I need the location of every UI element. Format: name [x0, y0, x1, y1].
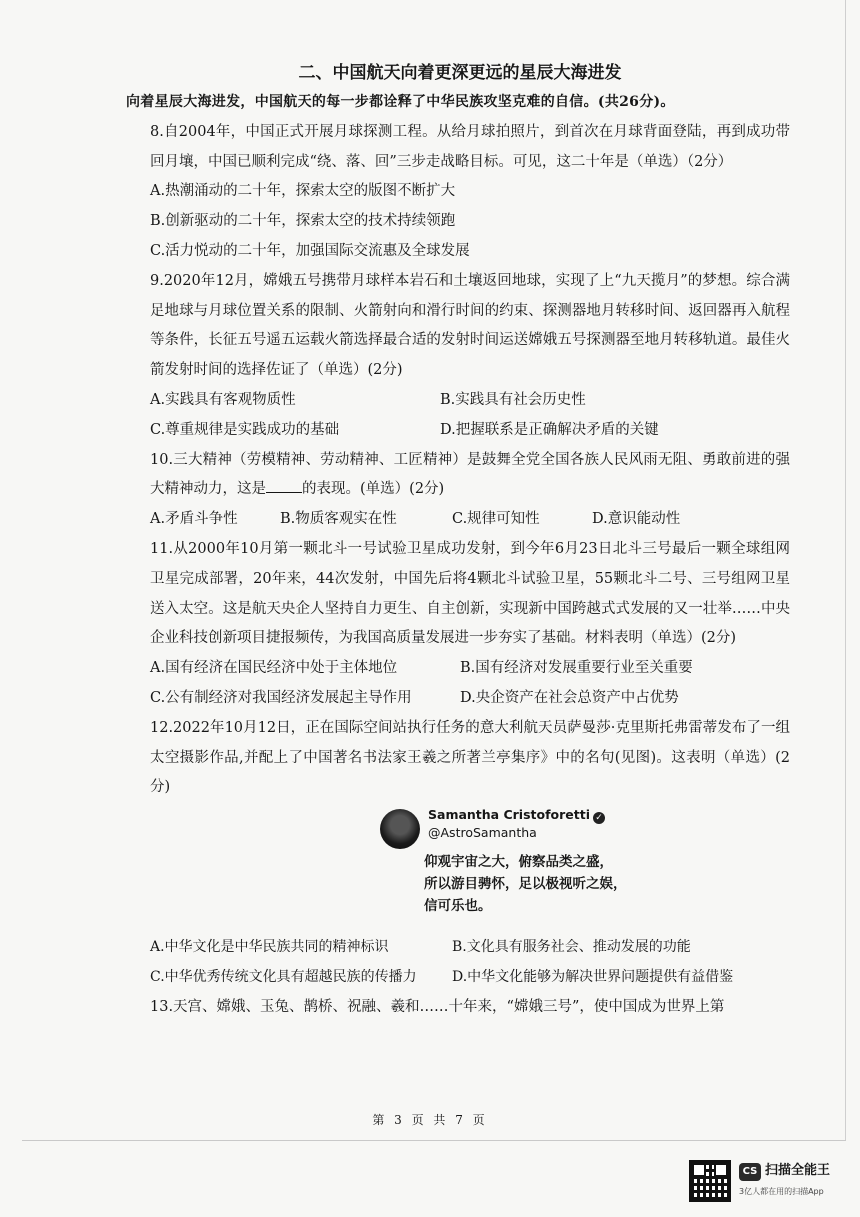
- scanner-app-name: 扫描全能王: [765, 1163, 831, 1178]
- exam-content: [126, 58, 790, 1023]
- question-8-stem: 8.自2004年，中国正式开展月球探测工程。从给月球拍照片，到首次在月球背面登陆，再到成功带回月壤，中国已顺利完成“绕、落、回”三步走战略目标。可见，这二十年是（单选）（2分）: [150, 123, 790, 170]
- section-intro: 向着星辰大海进发，中国航天的每一步都诠释了中华民族攻坚克难的自信。(共26分)。: [126, 94, 675, 110]
- question-12-options: [150, 933, 790, 993]
- question-9-option-c: C.尊重规律是实践成功的基础: [150, 421, 340, 438]
- camscanner-logo-icon: CS: [739, 1163, 761, 1181]
- question-12-stem: 12.2022年10月12日，正在国际空间站执行任务的意大利航天员萨曼莎·克里斯托弗雷蒂发布了一组太空摄影作品,并配上了中国著名书法家王羲之所著兰亭集序》中的名句(见图)。这表明（单选）(2分): [150, 719, 790, 796]
- page-edge-bottom: [22, 1140, 846, 1141]
- question-9-option-b: B.实践具有社会历史性: [440, 391, 586, 408]
- question-12-option-c: C.中华优秀传统文化具有超越民族的传播力: [150, 968, 417, 985]
- question-11-option-c: C.公有制经济对我国经济发展起主导作用: [150, 689, 412, 706]
- question-10-stem-before: 10.三大精神（劳模精神、劳动精神、工匠精神）是鼓舞全党全国各族人民风雨无阻、勇敢前进的强大精神动力，这是: [150, 451, 790, 498]
- avatar: [380, 809, 420, 849]
- question-11-options: [150, 654, 790, 714]
- question-10-option-c: C.规律可知性: [452, 511, 540, 528]
- question-8-option-b: B.创新驱动的二十年，探索太空的技术持续领跑: [150, 213, 456, 230]
- question-10-stem: [150, 446, 790, 506]
- qr-code-icon: [689, 1160, 731, 1202]
- tweet-figure: [376, 809, 636, 927]
- question-10-option-d: D.意识能动性: [592, 511, 681, 528]
- section-title: 二、中国航天向着更深更远的星辰大海进发: [298, 63, 622, 83]
- question-12-option-a: A.中华文化是中华民族共同的精神标识: [150, 939, 389, 956]
- question-10-stem-after: 的表现。(单选）(2分): [302, 481, 445, 498]
- question-9-options: [150, 386, 790, 446]
- question-12-option-b: B.文化具有服务社会、推动发展的功能: [452, 939, 691, 956]
- question-12-option-d: D.中华文化能够为解决世界问题提供有益借鉴: [452, 968, 734, 985]
- tweet-handle: @AstroSamantha: [428, 825, 537, 841]
- question-11-option-d: D.央企资产在社会总资产中占优势: [460, 689, 679, 706]
- tweet-line: 所以游目骋怀，足以极视听之娱，: [424, 876, 627, 893]
- page-number: 第 3 页 共 7 页: [372, 1113, 488, 1127]
- question-9-option-d: D.把握联系是正确解决矛盾的关键: [440, 421, 659, 438]
- question-9-option-a: A.实践具有客观物质性: [150, 391, 296, 408]
- tweet-author-name: [428, 805, 605, 825]
- question-11-option-b: B.国有经济对发展重要行业至关重要: [460, 660, 693, 677]
- verified-badge-icon: ✓: [593, 812, 605, 824]
- scanner-app-tagline: 3亿人都在用的扫描App: [739, 1187, 824, 1196]
- tweet-author-name-text: Samantha Cristoforetti: [428, 807, 590, 823]
- question-10-option-a: A.矛盾斗争性: [150, 511, 238, 528]
- tweet-line: 仰观宇宙之大，俯察品类之盛，: [424, 854, 613, 871]
- question-10-option-b: B.物质客观实在性: [280, 511, 397, 528]
- question-10-options: [150, 505, 790, 535]
- tweet-line: 信可乐也。: [424, 898, 492, 915]
- question-11-option-a: A.国有经济在国民经济中处于主体地位: [150, 660, 398, 677]
- tweet-text: [424, 851, 627, 917]
- question-8-option-c: C.活力悦动的二十年，加强国际交流惠及全球发展: [150, 242, 470, 259]
- answer-blank: [266, 478, 302, 493]
- page-edge-right: [845, 0, 846, 1140]
- question-9-stem: 9.2020年12月，嫦娥五号携带月球样本岩石和土壤返回地球，实现了上“九天揽月”的梦想。综合满足地球与月球位置关系的限制、火箭射向和滑行时间的约束、探测器地月转移时间、返回器再入航程等条件，长征五号遥五运载火箭选择最合适的发射时间运送嫦娥五号探测器至地月转移轨道。最佳火箭发射时间的选择佐证了（单选）(2分): [150, 272, 790, 379]
- question-11-stem: 11.从2000年10月第一颗北斗一号试验卫星成功发射，到今年6月23日北斗三号最后一颗全球组网卫星完成部署，20年来，44次发射，中国先后将4颗北斗试验卫星，55颗北斗二号、三号组网卫星送入太空。这是航天央企人坚持自力更生、自主创新，实现新中国跨越式式发展的又一壮举……中央企业科技创新项目捷报频传，为我国高质量发展进一步夯实了基础。材料表明（单选）(2分): [150, 540, 790, 647]
- question-13-stem: 13.天宫、嫦娥、玉兔、鹊桥、祝融、羲和……十年来，“嫦娥三号”，使中国成为世界上第: [150, 998, 725, 1015]
- question-8-option-a: A.热潮涌动的二十年，探索太空的版图不断扩大: [150, 183, 456, 200]
